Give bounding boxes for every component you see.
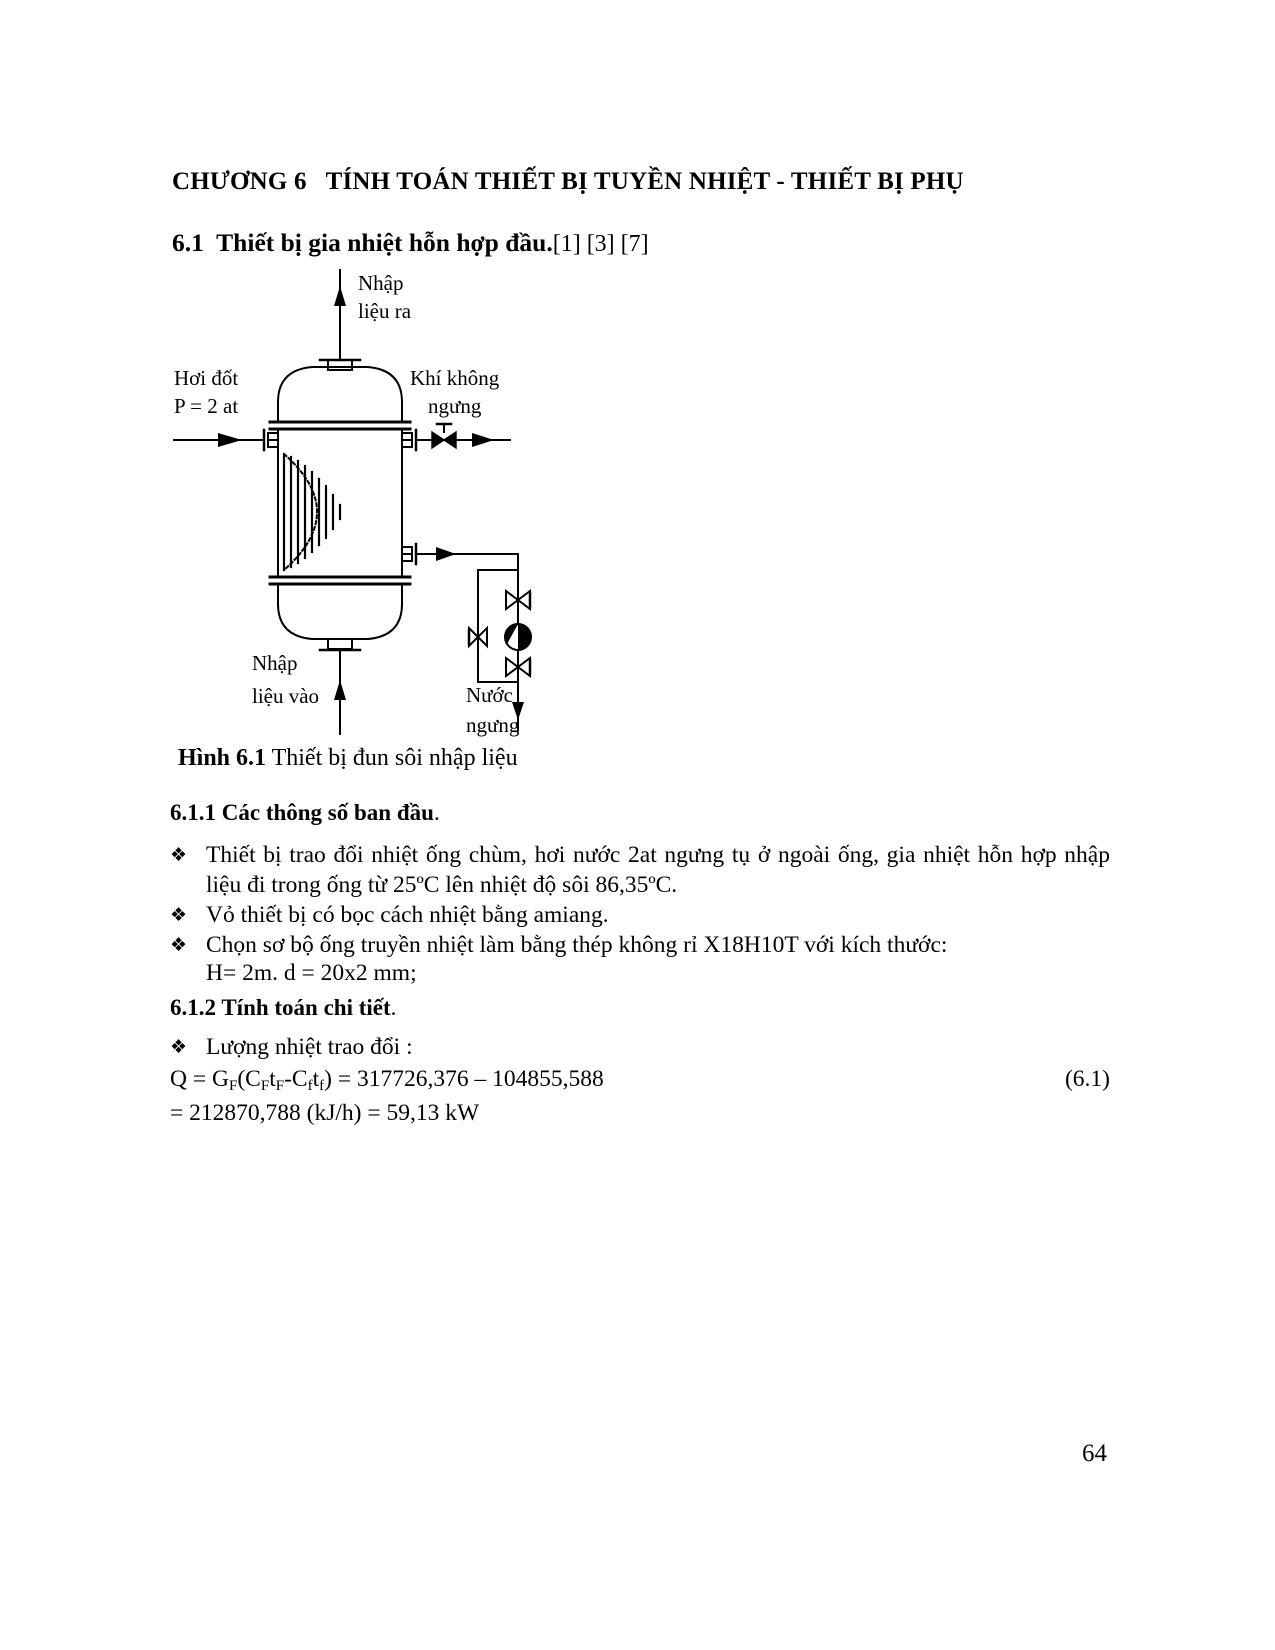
diamond-bullet-icon: ❖ — [170, 934, 188, 956]
list-item-text: Chọn sơ bộ ống truyền nhiệt làm bằng thép không rỉ X18H10T với kích thước: — [206, 932, 948, 958]
diamond-bullet-icon: ❖ — [170, 844, 188, 866]
equation-mid: t — [312, 1066, 320, 1092]
label-outlet-line2: liệu ra — [358, 299, 412, 323]
subheading-initial-parameters-dot: . — [433, 800, 440, 825]
feed-inlet-arrow — [334, 680, 346, 700]
label-condensate-line1: Nước — [466, 683, 513, 707]
equation-mid: t — [269, 1066, 276, 1092]
page-number: 64 — [1082, 1440, 1107, 1467]
label-steam-line2: P = 2 at — [174, 394, 239, 418]
label-outlet-line1: Nhập — [358, 271, 404, 295]
list-item-text: Thiết bị trao đổi nhiệt ống chùm, hơi nước 2at ngưng tụ ở ngoài ống, gia nhiệt hỗn hợp nhập liệu đi trong ống từ 25ºC lên nhiệt độ sôi 86,35ºC. — [206, 842, 1110, 898]
list-item-text: Lượng nhiệt trao đổi : — [206, 1034, 413, 1060]
label-noncondensable-line2: ngưng — [428, 394, 482, 418]
list-item-text: Vỏ thiết bị có bọc cách nhiệt bằng amiang. — [206, 902, 609, 928]
diamond-bullet-icon: ❖ — [170, 1036, 188, 1058]
equation-mid: (C — [237, 1066, 261, 1092]
label-inlet-line1: Nhập — [252, 651, 298, 675]
section-heading — [172, 228, 649, 258]
equation-subscript: F — [260, 1078, 270, 1095]
diamond-bullet-icon: ❖ — [170, 904, 188, 926]
figure-caption-label: Hình 6.1 — [178, 745, 267, 771]
list-item — [170, 930, 1110, 960]
vessel-bottom-dome — [278, 584, 402, 639]
subheading-detailed-calculation-dot: . — [390, 995, 397, 1020]
label-steam-line1: Hơi đốt — [174, 366, 239, 390]
equation-6-1 — [170, 1066, 604, 1095]
equation-prefix: Q = G — [170, 1066, 229, 1092]
gas-outlet-valve — [432, 424, 456, 448]
equation-tail: ) = 317726,376 – 104855,588 — [324, 1066, 604, 1092]
label-noncondensable-line1: Khí không — [410, 366, 500, 390]
section-references: [1] [3] [7] — [552, 231, 649, 257]
chapter-title: CHƯƠNG 6 TÍNH TOÁN THIẾT BỊ TUYỀN NHIỆT - THIẾT BỊ PHỤ — [172, 168, 964, 195]
dimension-line: H= 2m. d = 20x2 mm; — [206, 960, 417, 986]
label-condensate-line2: ngưng — [466, 713, 520, 737]
equation-number: (6.1) — [1064, 1066, 1110, 1092]
section-heading-text: 6.1 Thiết bị gia nhiệt hỗn hợp đầu. — [172, 228, 553, 257]
list-item — [170, 1032, 1110, 1062]
label-inlet-line2: liệu vào — [252, 684, 320, 708]
steam-trap-body — [505, 624, 531, 650]
equation-subscript: f — [319, 1078, 325, 1095]
list-item — [170, 840, 1110, 900]
subheading-initial-parameters-text: 6.1.1 Các thông số ban đầu — [170, 800, 434, 825]
figure-caption-text: Thiết bị đun sôi nhập liệu — [266, 745, 518, 771]
equation-mid: -C — [284, 1066, 308, 1092]
equation-subscript: f — [307, 1078, 313, 1095]
equation-subscript: F — [228, 1078, 238, 1095]
tube-bundle-hatching — [284, 454, 340, 570]
list-item — [170, 900, 1110, 930]
equation-subscript: F — [275, 1078, 285, 1095]
figure-caption — [178, 745, 518, 772]
subheading-initial-parameters — [170, 800, 440, 826]
outlet-flow-arrow — [334, 286, 346, 306]
vessel-top-dome — [278, 367, 402, 422]
gas-outlet-arrow — [472, 433, 494, 447]
figure-heat-exchanger-diagram — [160, 262, 720, 742]
steam-inlet-arrow — [218, 433, 242, 447]
subheading-detailed-calculation-text: 6.1.2 Tính toán chi tiết — [170, 995, 391, 1020]
top-nozzle — [328, 360, 352, 370]
equation-6-1-result: = 212870,788 (kJ/h) = 59,13 kW — [170, 1100, 480, 1126]
condensate-arrow — [436, 547, 456, 561]
subheading-detailed-calculation — [170, 995, 396, 1021]
bottom-nozzle — [328, 639, 352, 649]
